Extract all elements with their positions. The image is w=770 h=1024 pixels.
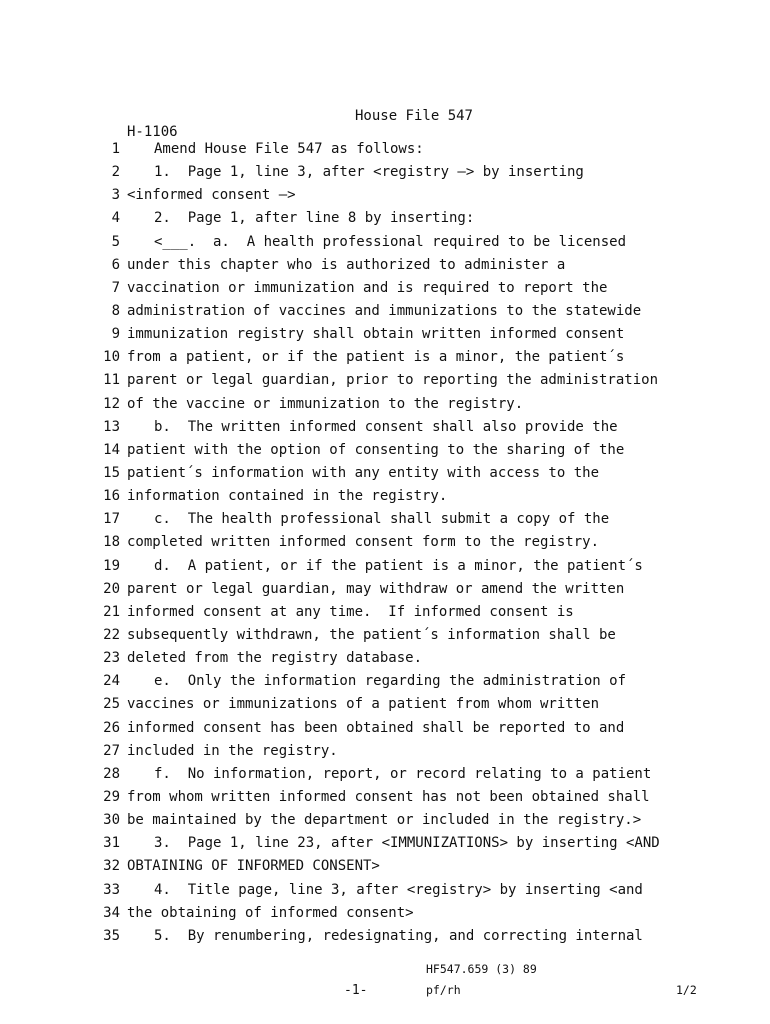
line-number: 23 <box>103 650 120 667</box>
line-number: 30 <box>103 812 120 829</box>
line-text: 1. Page 1, line 3, after <registry —> by inserting <box>154 164 584 181</box>
line-number: 31 <box>103 835 120 852</box>
document-line <box>0 323 770 346</box>
line-number: 22 <box>103 626 120 643</box>
line-number: 29 <box>103 788 120 805</box>
line-number: 16 <box>103 488 120 505</box>
line-number: 34 <box>103 904 120 921</box>
line-number: 14 <box>103 441 120 458</box>
line-text: patient´s information with any entity with access to the <box>127 464 600 481</box>
document-line <box>0 138 770 161</box>
document-line <box>0 786 770 809</box>
line-text: vaccination or immunization and is required to report the <box>127 279 608 296</box>
document-line <box>0 925 770 948</box>
document-line <box>0 508 770 531</box>
document-line <box>0 578 770 601</box>
footer-page-count: 1/2 <box>676 983 697 997</box>
line-text: 4. Title page, line 3, after <registry> by inserting <and <box>154 881 643 898</box>
document-line <box>0 902 770 925</box>
document-line <box>0 254 770 277</box>
document-line <box>0 231 770 254</box>
line-text: deleted from the registry database. <box>127 650 423 667</box>
amendment-id: H-1106 <box>127 124 178 140</box>
line-number: 4 <box>111 210 120 227</box>
line-text: immunization registry shall obtain written informed consent <box>127 326 625 343</box>
line-number: 20 <box>103 580 120 597</box>
line-number: 5 <box>111 233 120 250</box>
line-number: 9 <box>111 326 120 343</box>
line-number: 8 <box>111 302 120 319</box>
line-number: 24 <box>103 673 120 690</box>
line-number: 27 <box>103 742 120 759</box>
line-text: completed written informed consent form to the registry. <box>127 534 600 551</box>
document-line <box>0 393 770 416</box>
line-number: 1 <box>111 141 120 157</box>
document-line <box>0 601 770 624</box>
line-text: vaccines or immunizations of a patient from whom written <box>127 696 600 713</box>
line-text: f. No information, report, or record relating to a patient <box>154 765 652 782</box>
line-number: 33 <box>103 881 120 898</box>
line-text: e. Only the information regarding the administration of <box>154 673 627 690</box>
line-text: informed consent at any time. If informed consent is <box>127 603 574 620</box>
line-number: 7 <box>111 279 120 296</box>
line-number: 11 <box>103 372 120 389</box>
line-text: from whom written informed consent has not been obtained shall <box>127 788 650 805</box>
line-text: the obtaining of informed consent> <box>127 904 414 921</box>
line-number: 15 <box>103 464 120 481</box>
line-number: 10 <box>103 349 120 366</box>
document-line <box>0 346 770 369</box>
line-text: 5. By renumbering, redesignating, and correcting internal <box>154 927 643 944</box>
line-text: <informed consent —> <box>127 187 296 204</box>
line-text: OBTAINING OF INFORMED CONSENT> <box>127 858 380 875</box>
line-text: under this chapter who is authorized to administer a <box>127 256 566 273</box>
line-text: parent or legal guardian, may withdraw or amend the written <box>127 580 625 597</box>
document-line <box>0 416 770 439</box>
line-number: 6 <box>111 256 120 273</box>
document-line <box>0 439 770 462</box>
document-body <box>0 138 770 948</box>
line-text: from a patient, or if the patient is a minor, the patient´s <box>127 349 625 366</box>
line-text: be maintained by the department or included in the registry.> <box>127 812 642 829</box>
line-text: d. A patient, or if the patient is a minor, the patient´s <box>154 557 643 574</box>
footer-page-number: -1- <box>344 983 368 998</box>
document-line <box>0 300 770 323</box>
line-number: 21 <box>103 603 120 620</box>
line-text: information contained in the registry. <box>127 488 448 505</box>
document-line <box>0 555 770 578</box>
document-line <box>0 485 770 508</box>
line-number: 19 <box>103 557 120 574</box>
document-line <box>0 855 770 878</box>
line-text: informed consent has been obtained shall be reported to and <box>127 719 625 736</box>
document-line <box>0 161 770 184</box>
line-text: 2. Page 1, after line 8 by inserting: <box>154 210 475 227</box>
document-line <box>0 717 770 740</box>
document-line <box>0 207 770 230</box>
line-text: 3. Page 1, line 23, after <IMMUNIZATIONS> by inserting <AND <box>154 835 660 852</box>
document-line <box>0 184 770 207</box>
line-number: 12 <box>103 395 120 412</box>
line-text: parent or legal guardian, prior to reporting the administration <box>127 372 659 389</box>
line-text: administration of vaccines and immunizations to the statewide <box>127 302 642 319</box>
line-text: included in the registry. <box>127 742 338 759</box>
document-line <box>0 531 770 554</box>
line-number: 26 <box>103 719 120 736</box>
line-number: 32 <box>103 858 120 875</box>
line-number: 28 <box>103 765 120 782</box>
footer-initials: pf/rh <box>426 983 461 997</box>
document-line <box>0 763 770 786</box>
document-line <box>0 809 770 832</box>
line-number: 25 <box>103 696 120 713</box>
document-line <box>0 462 770 485</box>
line-text: c. The health professional shall submit a copy of the <box>154 511 610 528</box>
footer-code: HF547.659 (3) 89 <box>426 962 537 976</box>
document-line <box>0 740 770 763</box>
document-line <box>0 693 770 716</box>
document-line <box>0 369 770 392</box>
document-line <box>0 670 770 693</box>
document-line <box>0 647 770 670</box>
document-title: House File 547 <box>354 108 473 124</box>
line-text: b. The written informed consent shall also provide the <box>154 418 618 435</box>
line-text: <___. a. A health professional required to be licensed <box>154 233 627 250</box>
document-line <box>0 624 770 647</box>
document-line <box>0 832 770 855</box>
line-number: 2 <box>111 164 120 181</box>
line-number: 35 <box>103 927 120 944</box>
line-number: 18 <box>103 534 120 551</box>
document-line <box>0 879 770 902</box>
line-number: 3 <box>111 187 120 204</box>
line-text: subsequently withdrawn, the patient´s information shall be <box>127 626 616 643</box>
line-text: Amend House File 547 as follows: <box>154 141 424 157</box>
document-line <box>0 277 770 300</box>
line-number: 13 <box>103 418 120 435</box>
line-text: patient with the option of consenting to the sharing of the <box>127 441 625 458</box>
line-text: of the vaccine or immunization to the registry. <box>127 395 524 412</box>
line-number: 17 <box>103 511 120 528</box>
